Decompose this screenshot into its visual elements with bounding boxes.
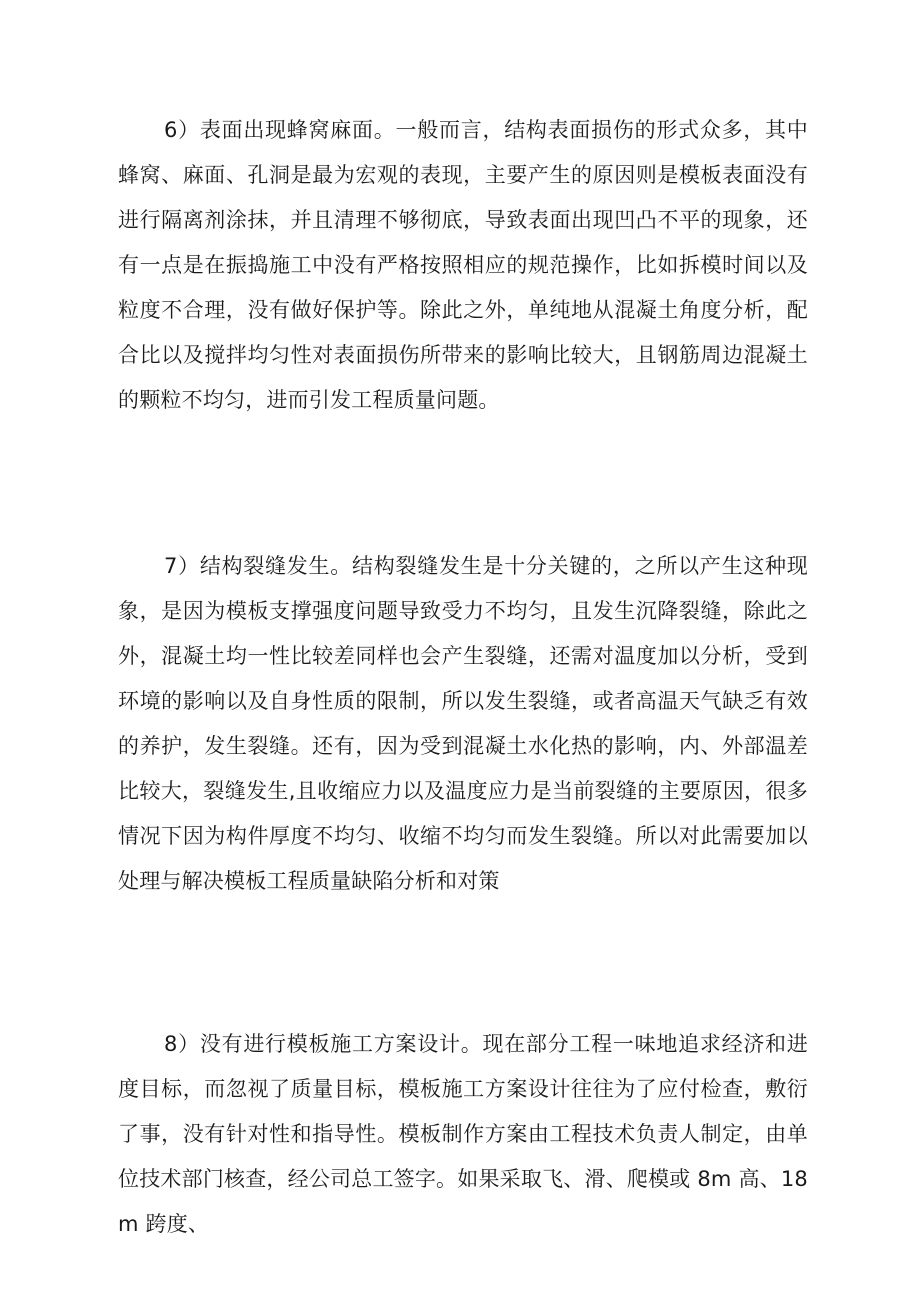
paragraph-6-surface-honeycomb: 6）表面出现蜂窝麻面。一般而言，结构表面损伤的形式众多，其中蜂窝、麻面、孔洞是最为宏观的表现，主要产生的原因则是模板表面没有进行隔离剂涂抹，并且清理不够彻底，导致表面出现凹凸不平的现象，还有一点是在振捣施工中没有严格按照相应的规范操作，比如拆模时间以及粒度不合理，没有做好保护等。除此之外，单纯地从混凝土角度分析，配合比以及搅拌均匀性对表面损伤所带来的影响比较大，且钢筋周边混凝土的颗粒不均匀，进而引发工程质量问题。: [118, 118, 808, 412]
paragraph-7-structural-cracks: 7）结构裂缝发生。结构裂缝发生是十分关键的，之所以产生这种现象，是因为模板支撑强度问题导致受力不均匀，且发生沉降裂缝，除此之外，混凝土均一性比较差同样也会产生裂缝，还需对温度加以分析，受到环境的影响以及自身性质的限制，所以发生裂缝，或者高温天气缺乏有效的养护，发生裂缝。还有，因为受到混凝土水化热的影响，内、外部温差比较大，裂缝发生,且收缩应力以及温度应力是当前裂缝的主要原因，很多情况下因为构件厚度不均匀、收缩不均匀而发生裂缝。所以对此需要加以处理与解决模板工程质量缺陷分析和对策: [118, 554, 808, 893]
paragraph-8-no-formwork-plan: 8）没有进行模板施工方案设计。现在部分工程一味地追求经济和进度目标，而忽视了质量目标，模板施工方案设计往往为了应付检查，敷衍了事，没有针对性和指导性。模板制作方案由工程技术负责人制定，由单位技术部门核查，经公司总工签字。如果采取飞、滑、爬模或 8m 高、18m 跨度、: [118, 1032, 808, 1236]
